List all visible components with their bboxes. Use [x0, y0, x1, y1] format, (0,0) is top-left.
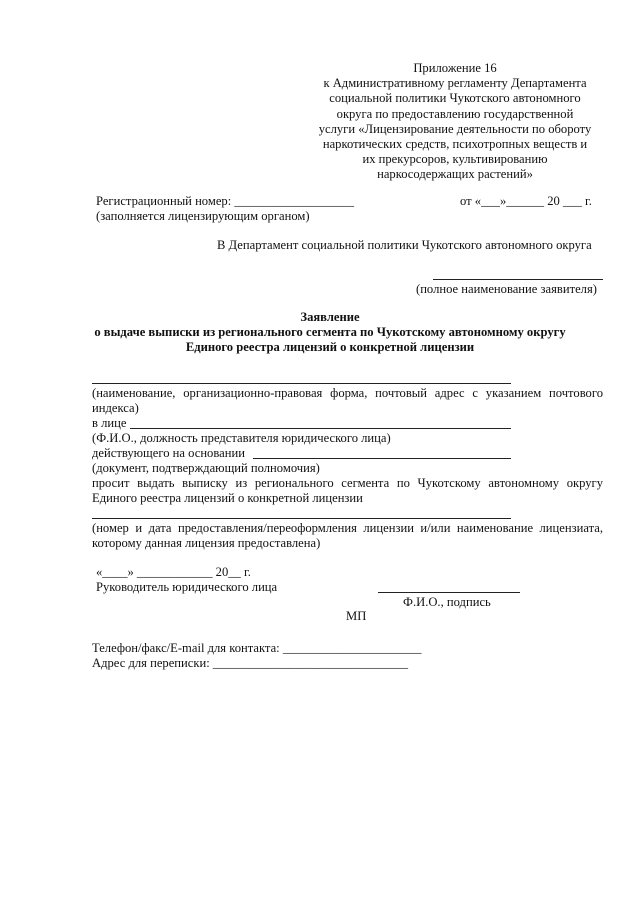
correspondence-address-field: Адрес для переписки: _______________________________ [92, 656, 409, 670]
signature-line [378, 592, 520, 593]
organization-caption-line1: (наименование, организационно-правовая форма, почтовый адрес с указанием почтового [92, 386, 603, 400]
representative-line [130, 428, 511, 429]
appendix-line: наркотических средств, психотропных веществ и [322, 137, 588, 152]
document-title: Заявление [300, 310, 360, 324]
fio-signature-caption: Ф.И.О., подпись [403, 595, 491, 609]
in-person-label: в лице [92, 416, 127, 430]
signature-date: «____» ____________ 20__ г. [96, 565, 251, 579]
head-of-entity-label: Руководитель юридического лица [96, 580, 278, 594]
document-subtitle-line1: о выдаче выписки из регионального сегмента по Чукотскому автономному округу [94, 325, 566, 339]
registration-note: (заполняется лицензирующим органом) [96, 209, 310, 223]
basis-line [253, 458, 511, 459]
request-text-line2: Единого реестра лицензий о конкретной лицензии [92, 491, 363, 505]
contact-phone-field: Телефон/факс/E-mail для контакта: ______________________ [92, 641, 422, 655]
appendix-line: социальной политики Чукотского автономного [329, 91, 581, 106]
basis-label: действующего на основании [92, 446, 245, 460]
applicant-name-caption: (полное наименование заявителя) [416, 282, 597, 296]
license-caption-line2: которому данная лицензия предоставлена) [92, 536, 321, 550]
stamp-place-label: МП [346, 609, 367, 623]
appendix-block [300, 61, 610, 183]
organization-name-line [92, 383, 511, 384]
registration-date-field: от «___»______ 20 ___ г. [460, 194, 592, 208]
appendix-line: округа по предоставлению государственной [336, 106, 574, 121]
appendix-line: к Административному регламенту Департамента [323, 76, 587, 91]
license-line [92, 518, 511, 519]
document-subtitle-line2: Единого реестра лицензий о конкретной лицензии [185, 340, 475, 354]
addressee-line: В Департамент социальной политики Чукотского автономного округа [217, 238, 592, 252]
document-caption: (документ, подтверждающий полномочия) [92, 461, 320, 475]
license-caption-line1: (номер и дата предоставления/переоформления лицензии и/или наименование лицензиата, [92, 521, 603, 535]
request-text-line1: просит выдать выписку из регионального сегмента по Чукотскому автономному округу [92, 476, 603, 490]
appendix-line: наркосодержащих растений» [377, 167, 533, 182]
organization-caption-line2: индекса) [92, 401, 139, 415]
appendix-line: Приложение 16 [413, 61, 497, 75]
appendix-line: услуги «Лицензирование деятельности по обороту [318, 121, 592, 136]
appendix-line: их прекурсоров, культивированию [362, 152, 548, 167]
registration-number-field: Регистрационный номер: ___________________ [96, 194, 355, 208]
representative-caption: (Ф.И.О., должность представителя юридического лица) [92, 431, 391, 445]
applicant-name-line [433, 279, 603, 280]
